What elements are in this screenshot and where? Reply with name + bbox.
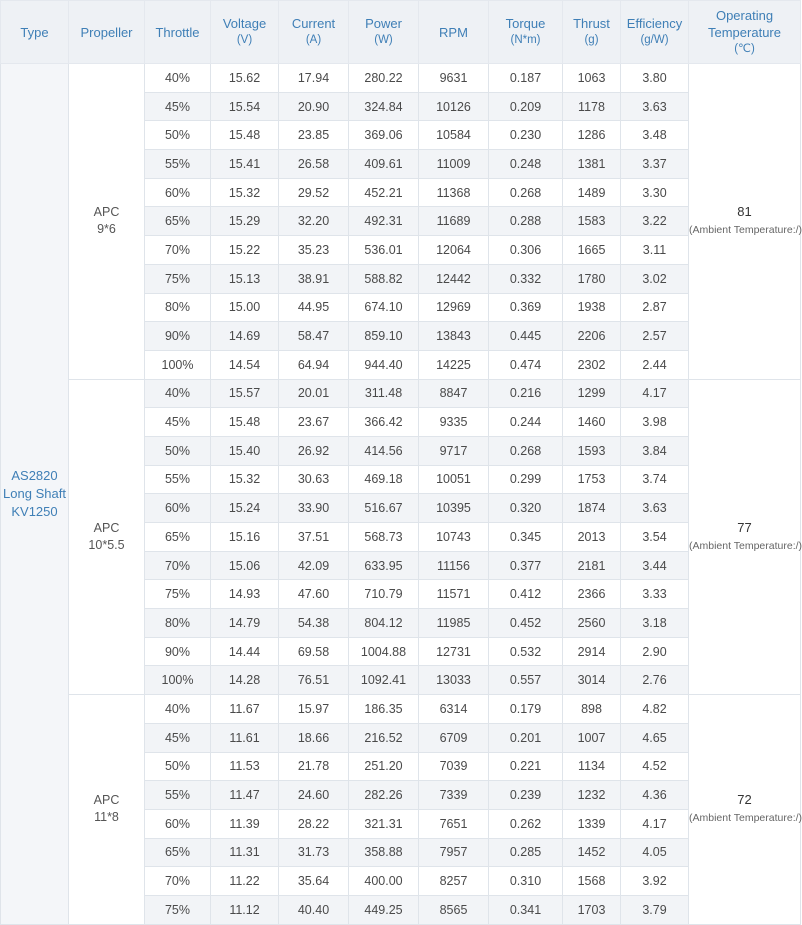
temperature-cell <box>689 379 801 695</box>
rpm-cell: 6709 <box>419 723 489 752</box>
voltage-cell: 15.16 <box>211 523 279 552</box>
thrust-cell: 1568 <box>563 867 621 896</box>
throttle-cell: 65% <box>145 207 211 236</box>
header-unit: (℃) <box>734 42 755 55</box>
header-label: Throttle <box>155 24 200 40</box>
thrust-cell: 1452 <box>563 838 621 867</box>
torque-cell: 0.209 <box>489 92 563 121</box>
current-cell: 15.97 <box>279 695 349 724</box>
thrust-cell: 1286 <box>563 121 621 150</box>
rpm-cell: 11368 <box>419 178 489 207</box>
power-cell: 414.56 <box>349 436 419 465</box>
rpm-cell: 7651 <box>419 809 489 838</box>
header-thrust <box>563 1 621 64</box>
voltage-cell: 14.93 <box>211 580 279 609</box>
efficiency-cell: 2.87 <box>621 293 689 322</box>
rpm-cell: 7957 <box>419 838 489 867</box>
throttle-cell: 65% <box>145 838 211 867</box>
power-cell: 536.01 <box>349 236 419 265</box>
temperature-note: (Ambient Temperature:/) <box>689 224 802 237</box>
header-voltage <box>211 1 279 64</box>
propeller-label: 9*6 <box>97 222 116 237</box>
current-cell: 30.63 <box>279 465 349 494</box>
rpm-cell: 7039 <box>419 752 489 781</box>
power-cell: 516.67 <box>349 494 419 523</box>
thrust-cell: 2560 <box>563 609 621 638</box>
temperature-cell <box>689 695 801 925</box>
thrust-cell: 2013 <box>563 523 621 552</box>
torque-cell: 0.310 <box>489 867 563 896</box>
throttle-cell: 55% <box>145 150 211 179</box>
thrust-cell: 1874 <box>563 494 621 523</box>
efficiency-cell: 2.57 <box>621 322 689 351</box>
throttle-cell: 60% <box>145 494 211 523</box>
power-cell: 366.42 <box>349 408 419 437</box>
current-cell: 64.94 <box>279 350 349 379</box>
rpm-cell: 9631 <box>419 64 489 93</box>
thrust-cell: 1665 <box>563 236 621 265</box>
rpm-cell: 14225 <box>419 350 489 379</box>
throttle-cell: 90% <box>145 637 211 666</box>
current-cell: 69.58 <box>279 637 349 666</box>
throttle-cell: 75% <box>145 895 211 924</box>
efficiency-cell: 3.79 <box>621 895 689 924</box>
torque-cell: 0.452 <box>489 609 563 638</box>
torque-cell: 0.369 <box>489 293 563 322</box>
power-cell: 674.10 <box>349 293 419 322</box>
torque-cell: 0.377 <box>489 551 563 580</box>
header-unit: (V) <box>236 34 253 46</box>
torque-cell: 0.244 <box>489 408 563 437</box>
voltage-cell: 15.22 <box>211 236 279 265</box>
propeller-label: APC <box>93 793 120 808</box>
voltage-cell: 11.61 <box>211 723 279 752</box>
power-cell: 859.10 <box>349 322 419 351</box>
torque-cell: 0.474 <box>489 350 563 379</box>
header-label: Thrust <box>573 16 610 31</box>
power-cell: 568.73 <box>349 523 419 552</box>
voltage-cell: 11.67 <box>211 695 279 724</box>
voltage-cell: 15.54 <box>211 92 279 121</box>
torque-cell: 0.557 <box>489 666 563 695</box>
rpm-cell: 10051 <box>419 465 489 494</box>
rpm-cell: 10584 <box>419 121 489 150</box>
rpm-cell: 12064 <box>419 236 489 265</box>
current-cell: 29.52 <box>279 178 349 207</box>
rpm-cell: 9717 <box>419 436 489 465</box>
power-cell: 186.35 <box>349 695 419 724</box>
temperature-value: 77 <box>737 519 752 535</box>
temperature-note: (Ambient Temperature:/) <box>689 539 802 552</box>
throttle-cell: 80% <box>145 609 211 638</box>
efficiency-cell: 4.65 <box>621 723 689 752</box>
thrust-cell: 1583 <box>563 207 621 236</box>
throttle-cell: 40% <box>145 695 211 724</box>
efficiency-cell: 3.74 <box>621 465 689 494</box>
power-cell: 804.12 <box>349 609 419 638</box>
current-cell: 24.60 <box>279 781 349 810</box>
header-label: Power <box>365 16 402 31</box>
efficiency-cell: 4.17 <box>621 379 689 408</box>
throttle-cell: 45% <box>145 723 211 752</box>
header-unit: (N*m) <box>510 34 541 46</box>
power-cell: 1004.88 <box>349 637 419 666</box>
efficiency-cell: 4.36 <box>621 781 689 810</box>
current-cell: 26.92 <box>279 436 349 465</box>
torque-cell: 0.221 <box>489 752 563 781</box>
thrust-cell: 1489 <box>563 178 621 207</box>
efficiency-cell: 3.54 <box>621 523 689 552</box>
voltage-cell: 11.47 <box>211 781 279 810</box>
current-cell: 58.47 <box>279 322 349 351</box>
voltage-cell: 15.48 <box>211 408 279 437</box>
current-cell: 38.91 <box>279 264 349 293</box>
rpm-cell: 13843 <box>419 322 489 351</box>
power-cell: 324.84 <box>349 92 419 121</box>
throttle-cell: 40% <box>145 379 211 408</box>
power-cell: 449.25 <box>349 895 419 924</box>
header-efficiency <box>621 1 689 64</box>
header-propeller <box>69 1 145 64</box>
thrust-cell: 1299 <box>563 379 621 408</box>
header-type <box>1 1 69 64</box>
throttle-cell: 90% <box>145 322 211 351</box>
thrust-cell: 1753 <box>563 465 621 494</box>
power-cell: 469.18 <box>349 465 419 494</box>
current-cell: 37.51 <box>279 523 349 552</box>
thrust-cell: 2181 <box>563 551 621 580</box>
current-cell: 20.01 <box>279 379 349 408</box>
rpm-cell: 11689 <box>419 207 489 236</box>
current-cell: 47.60 <box>279 580 349 609</box>
efficiency-cell: 4.05 <box>621 838 689 867</box>
voltage-cell: 14.69 <box>211 322 279 351</box>
rpm-cell: 11156 <box>419 551 489 580</box>
power-cell: 311.48 <box>349 379 419 408</box>
power-cell: 588.82 <box>349 264 419 293</box>
torque-cell: 0.179 <box>489 695 563 724</box>
efficiency-cell: 3.80 <box>621 64 689 93</box>
table-row <box>1 64 801 93</box>
voltage-cell: 15.29 <box>211 207 279 236</box>
temperature-cell <box>689 64 801 380</box>
efficiency-cell: 3.11 <box>621 236 689 265</box>
efficiency-cell: 3.98 <box>621 408 689 437</box>
efficiency-cell: 3.30 <box>621 178 689 207</box>
header-unit: (A) <box>305 34 322 46</box>
power-cell: 633.95 <box>349 551 419 580</box>
header-label: Operating <box>715 7 774 23</box>
header-label: Propeller <box>80 24 133 40</box>
voltage-cell: 14.44 <box>211 637 279 666</box>
type-label-line: Long Shaft <box>3 485 66 501</box>
thrust-cell: 2206 <box>563 322 621 351</box>
thrust-cell: 1593 <box>563 436 621 465</box>
throttle-cell: 100% <box>145 666 211 695</box>
throttle-cell: 70% <box>145 551 211 580</box>
torque-cell: 0.187 <box>489 64 563 93</box>
torque-cell: 0.201 <box>489 723 563 752</box>
efficiency-cell: 3.33 <box>621 580 689 609</box>
voltage-cell: 14.54 <box>211 350 279 379</box>
torque-cell: 0.332 <box>489 264 563 293</box>
header-label: RPM <box>439 24 468 40</box>
efficiency-cell: 3.44 <box>621 551 689 580</box>
power-cell: 251.20 <box>349 752 419 781</box>
thrust-cell: 898 <box>563 695 621 724</box>
thrust-cell: 1460 <box>563 408 621 437</box>
rpm-cell: 9335 <box>419 408 489 437</box>
power-cell: 492.31 <box>349 207 419 236</box>
current-cell: 35.64 <box>279 867 349 896</box>
current-cell: 76.51 <box>279 666 349 695</box>
current-cell: 18.66 <box>279 723 349 752</box>
header-unit: (g) <box>584 34 599 46</box>
table-row <box>1 379 801 408</box>
efficiency-cell: 3.37 <box>621 150 689 179</box>
efficiency-cell: 3.22 <box>621 207 689 236</box>
current-cell: 23.85 <box>279 121 349 150</box>
voltage-cell: 15.32 <box>211 465 279 494</box>
efficiency-cell: 4.82 <box>621 695 689 724</box>
throttle-cell: 70% <box>145 236 211 265</box>
propeller-label: 11*8 <box>94 810 119 825</box>
header-operating-temperature <box>689 1 801 64</box>
voltage-cell: 15.40 <box>211 436 279 465</box>
throttle-cell: 55% <box>145 781 211 810</box>
throttle-cell: 50% <box>145 121 211 150</box>
temperature-note: (Ambient Temperature:/) <box>689 812 802 825</box>
current-cell: 21.78 <box>279 752 349 781</box>
thrust-cell: 1703 <box>563 895 621 924</box>
rpm-cell: 13033 <box>419 666 489 695</box>
power-cell: 369.06 <box>349 121 419 150</box>
thrust-cell: 1339 <box>563 809 621 838</box>
voltage-cell: 14.79 <box>211 609 279 638</box>
voltage-cell: 11.53 <box>211 752 279 781</box>
torque-cell: 0.445 <box>489 322 563 351</box>
current-cell: 42.09 <box>279 551 349 580</box>
power-cell: 358.88 <box>349 838 419 867</box>
torque-cell: 0.268 <box>489 436 563 465</box>
header-rpm <box>419 1 489 64</box>
type-label-line: KV1250 <box>11 503 58 519</box>
rpm-cell: 10395 <box>419 494 489 523</box>
header-label: Type <box>20 24 49 40</box>
header-current <box>279 1 349 64</box>
propeller-label: APC <box>93 520 120 535</box>
voltage-cell: 15.57 <box>211 379 279 408</box>
current-cell: 20.90 <box>279 92 349 121</box>
current-cell: 17.94 <box>279 64 349 93</box>
throttle-cell: 45% <box>145 408 211 437</box>
throttle-cell: 100% <box>145 350 211 379</box>
header-label: Efficiency <box>626 16 683 31</box>
power-cell: 409.61 <box>349 150 419 179</box>
thrust-cell: 1780 <box>563 264 621 293</box>
power-cell: 216.52 <box>349 723 419 752</box>
voltage-cell: 15.13 <box>211 264 279 293</box>
voltage-cell: 15.06 <box>211 551 279 580</box>
power-cell: 944.40 <box>349 350 419 379</box>
voltage-cell: 15.32 <box>211 178 279 207</box>
torque-cell: 0.248 <box>489 150 563 179</box>
torque-cell: 0.412 <box>489 580 563 609</box>
propeller-label: APC <box>93 205 120 220</box>
torque-cell: 0.216 <box>489 379 563 408</box>
current-cell: 33.90 <box>279 494 349 523</box>
thrust-cell: 2302 <box>563 350 621 379</box>
type-label-line: AS2820 <box>11 467 58 483</box>
rpm-cell: 11571 <box>419 580 489 609</box>
propeller-cell <box>69 379 145 695</box>
table-header <box>1 1 801 64</box>
voltage-cell: 14.28 <box>211 666 279 695</box>
efficiency-cell: 3.92 <box>621 867 689 896</box>
torque-cell: 0.341 <box>489 895 563 924</box>
torque-cell: 0.306 <box>489 236 563 265</box>
throttle-cell: 45% <box>145 92 211 121</box>
voltage-cell: 15.48 <box>211 121 279 150</box>
current-cell: 44.95 <box>279 293 349 322</box>
power-cell: 282.26 <box>349 781 419 810</box>
header-label: Current <box>291 16 336 31</box>
rpm-cell: 8565 <box>419 895 489 924</box>
efficiency-cell: 3.48 <box>621 121 689 150</box>
voltage-cell: 11.31 <box>211 838 279 867</box>
torque-cell: 0.532 <box>489 637 563 666</box>
type-cell <box>1 64 69 925</box>
header-power <box>349 1 419 64</box>
power-cell: 400.00 <box>349 867 419 896</box>
throttle-cell: 75% <box>145 580 211 609</box>
torque-cell: 0.285 <box>489 838 563 867</box>
temperature-value: 81 <box>737 204 752 220</box>
current-cell: 23.67 <box>279 408 349 437</box>
rpm-cell: 12731 <box>419 637 489 666</box>
propeller-cell <box>69 695 145 925</box>
throttle-cell: 55% <box>145 465 211 494</box>
torque-cell: 0.239 <box>489 781 563 810</box>
voltage-cell: 11.22 <box>211 867 279 896</box>
header-torque <box>489 1 563 64</box>
rpm-cell: 11009 <box>419 150 489 179</box>
throttle-cell: 65% <box>145 523 211 552</box>
throttle-cell: 80% <box>145 293 211 322</box>
power-cell: 710.79 <box>349 580 419 609</box>
throttle-cell: 70% <box>145 867 211 896</box>
torque-cell: 0.320 <box>489 494 563 523</box>
table-body <box>1 64 801 925</box>
thrust-cell: 1232 <box>563 781 621 810</box>
thrust-cell: 2366 <box>563 580 621 609</box>
voltage-cell: 15.62 <box>211 64 279 93</box>
voltage-cell: 11.39 <box>211 809 279 838</box>
throttle-cell: 60% <box>145 809 211 838</box>
thrust-cell: 1007 <box>563 723 621 752</box>
current-cell: 26.58 <box>279 150 349 179</box>
throttle-cell: 40% <box>145 64 211 93</box>
temperature-value: 72 <box>737 792 752 808</box>
rpm-cell: 10743 <box>419 523 489 552</box>
current-cell: 31.73 <box>279 838 349 867</box>
voltage-cell: 11.12 <box>211 895 279 924</box>
header-unit: (W) <box>374 34 393 46</box>
torque-cell: 0.345 <box>489 523 563 552</box>
rpm-cell: 8257 <box>419 867 489 896</box>
efficiency-cell: 3.63 <box>621 494 689 523</box>
throttle-cell: 75% <box>145 264 211 293</box>
propeller-label: 10*5.5 <box>88 537 125 552</box>
efficiency-cell: 3.63 <box>621 92 689 121</box>
current-cell: 28.22 <box>279 809 349 838</box>
power-cell: 280.22 <box>349 64 419 93</box>
efficiency-cell: 2.76 <box>621 666 689 695</box>
voltage-cell: 15.41 <box>211 150 279 179</box>
efficiency-cell: 2.44 <box>621 350 689 379</box>
voltage-cell: 15.24 <box>211 494 279 523</box>
rpm-cell: 10126 <box>419 92 489 121</box>
header-throttle <box>145 1 211 64</box>
efficiency-cell: 3.02 <box>621 264 689 293</box>
current-cell: 32.20 <box>279 207 349 236</box>
thrust-cell: 1381 <box>563 150 621 179</box>
power-cell: 452.21 <box>349 178 419 207</box>
current-cell: 35.23 <box>279 236 349 265</box>
header-unit: (g/W) <box>640 34 669 46</box>
power-cell: 321.31 <box>349 809 419 838</box>
propeller-cell <box>69 64 145 380</box>
current-cell: 40.40 <box>279 895 349 924</box>
header-label: Torque <box>505 16 546 31</box>
rpm-cell: 8847 <box>419 379 489 408</box>
thrust-cell: 1134 <box>563 752 621 781</box>
power-cell: 1092.41 <box>349 666 419 695</box>
voltage-cell: 15.00 <box>211 293 279 322</box>
efficiency-cell: 4.52 <box>621 752 689 781</box>
torque-cell: 0.268 <box>489 178 563 207</box>
thrust-cell: 2914 <box>563 637 621 666</box>
efficiency-cell: 2.90 <box>621 637 689 666</box>
table-row <box>1 695 801 724</box>
thrust-cell: 3014 <box>563 666 621 695</box>
thrust-cell: 1063 <box>563 64 621 93</box>
rpm-cell: 6314 <box>419 695 489 724</box>
throttle-cell: 60% <box>145 178 211 207</box>
header-label: Temperature <box>708 24 781 40</box>
torque-cell: 0.288 <box>489 207 563 236</box>
throttle-cell: 50% <box>145 752 211 781</box>
torque-cell: 0.230 <box>489 121 563 150</box>
efficiency-cell: 3.84 <box>621 436 689 465</box>
rpm-cell: 12442 <box>419 264 489 293</box>
rpm-cell: 12969 <box>419 293 489 322</box>
header-label: Voltage <box>222 16 267 31</box>
efficiency-cell: 3.18 <box>621 609 689 638</box>
thrust-cell: 1938 <box>563 293 621 322</box>
throttle-cell: 50% <box>145 436 211 465</box>
torque-cell: 0.262 <box>489 809 563 838</box>
thrust-cell: 1178 <box>563 92 621 121</box>
rpm-cell: 11985 <box>419 609 489 638</box>
rpm-cell: 7339 <box>419 781 489 810</box>
current-cell: 54.38 <box>279 609 349 638</box>
torque-cell: 0.299 <box>489 465 563 494</box>
efficiency-cell: 4.17 <box>621 809 689 838</box>
header-row <box>1 1 801 64</box>
